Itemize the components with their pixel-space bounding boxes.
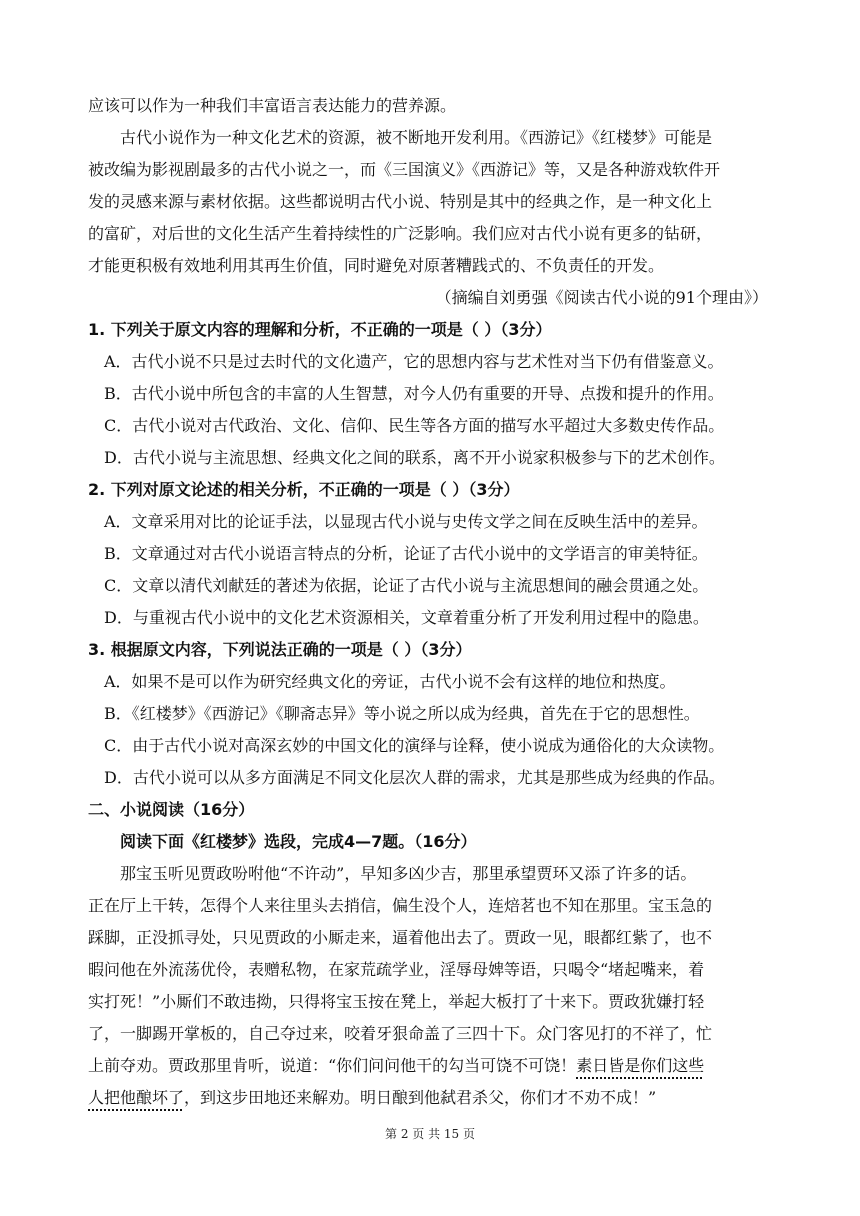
answer-option: D．与重视古代小说中的文化艺术资源相关，文章着重分析了开发利用过程中的隐患。: [104, 608, 709, 627]
page-content: [88, 90, 772, 1114]
answer-option: C．古代小说对古代政治、文化、信仰、民生等各方面的描写水平超过大多数史传作品。: [104, 416, 725, 435]
passage2-text: 上前夺劝。贾政那里肯听，说道：“你们问问他干的勾当可饶不可饶！: [88, 1056, 577, 1075]
answer-option: B．文章通过对古代小说语言特点的分析，论证了古代小说中的文学语言的审美特征。: [104, 544, 708, 563]
answer-option: C．由于古代小说对高深玄妙的中国文化的演绎与诠释，使小说成为通俗化的大众读物。: [104, 736, 725, 755]
passage2-line: 正在厅上干转，怎得个人来往里头去捎信，偏生没个人，连焙茗也不知在那里。宝玉急的: [88, 896, 713, 915]
passage1-line: 古代小说作为一种文化艺术的资源，被不断地开发利用。《西游记》《红楼梦》可能是: [120, 128, 713, 147]
passage2-line: 那宝玉听见贾政吩咐他“不许动”，早知多凶少吉，那里承望贾环又添了许多的话。: [120, 864, 697, 883]
citation: （摘编自刘勇强《阅读古代小说的91个理由》）: [435, 288, 768, 307]
passage2-text: ，到这步田地还来解劝。明日酿到他弑君杀父，你们才不劝不成！”: [184, 1088, 657, 1107]
passage2-line: 了，一脚踢开掌板的，自己夺过来，咬着牙狠命盖了三四十下。众门客见打的不祥了，忙: [88, 1024, 713, 1043]
question-stem: 1. 下列关于原文内容的理解和分析，不正确的一项是（ ）（3分）: [88, 320, 552, 339]
section-heading: 二、小说阅读（16分）: [88, 800, 255, 819]
answer-option: D．古代小说与主流思想、经典文化之间的联系，离不开小说家积极参与下的艺术创作。: [104, 448, 725, 467]
emphasized-text: 素日皆是你们这些: [576, 1056, 705, 1075]
page-footer: 第 2 页 共 15 页: [385, 1127, 475, 1141]
question-stem: 2. 下列对原文论述的相关分析，不正确的一项是（ ）（3分）: [88, 480, 520, 499]
answer-option: A．文章采用对比的论证手法，以显现古代小说与史传文学之间在反映生活中的差异。: [104, 512, 708, 531]
passage1-line: 的富矿，对后世的文化生活产生着持续性的广泛影响。我们应对古代小说有更多的钻研，: [88, 224, 713, 243]
answer-option: B．《红楼梦》《西游记》《聊斋志异》等小说之所以成为经典，首先在于它的思想性。: [104, 704, 700, 723]
passage2-line: [88, 1082, 772, 1114]
answer-option: B．古代小说中所包含的丰富的人生智慧，对今人仍有重要的开导、点拨和提升的作用。: [104, 384, 724, 403]
answer-option: D．古代小说可以从多方面满足不同文化层次人群的需求，尤其是那些成为经典的作品。: [104, 768, 725, 787]
answer-option: A．古代小说不只是过去时代的文化遗产，它的思想内容与艺术性对当下仍有借鉴意义。: [104, 352, 724, 371]
section-instruction: 阅读下面《红楼梦》选段，完成4—7题。（16分）: [120, 832, 477, 851]
passage1-line: 发的灵感来源与素材依据。这些都说明古代小说、特别是其中的经典之作，是一种文化上: [88, 192, 713, 211]
passage2-line: 实打死！”小厮们不敢违拗，只得将宝玉按在凳上，举起大板打了十来下。贾政犹嫌打轻: [88, 992, 705, 1011]
passage1-line: 应该可以作为一种我们丰富语言表达能力的营养源。: [88, 96, 457, 115]
passage2-line: 踩脚，正没抓寻处，只见贾政的小厮走来，逼着他出去了。贾政一见，眼都红紫了，也不: [88, 928, 713, 947]
passage2-line: [88, 1050, 772, 1082]
passage1-line: 被改编为影视剧最多的古代小说之一，而《三国演义》《西游记》等，又是各种游戏软件开: [88, 160, 721, 179]
answer-option: A．如果不是可以作为研究经典文化的旁证，古代小说不会有这样的地位和热度。: [104, 672, 676, 691]
passage1-line: 才能更积极有效地利用其再生价值，同时避免对原著糟践式的、不负责任的开发。: [88, 256, 665, 275]
passage2-line: 暇问他在外流荡优伶，表赠私物，在家荒疏学业，淫辱母婢等语，只喝令“堵起嘴来，着: [88, 960, 705, 979]
answer-option: C．文章以清代刘献廷的著述为依据，论证了古代小说与主流思想间的融会贯通之处。: [104, 576, 709, 595]
question-stem: 3. 根据原文内容，下列说法正确的一项是（ ）（3分）: [88, 640, 472, 659]
emphasized-text: 人把他酿坏了: [88, 1088, 185, 1107]
